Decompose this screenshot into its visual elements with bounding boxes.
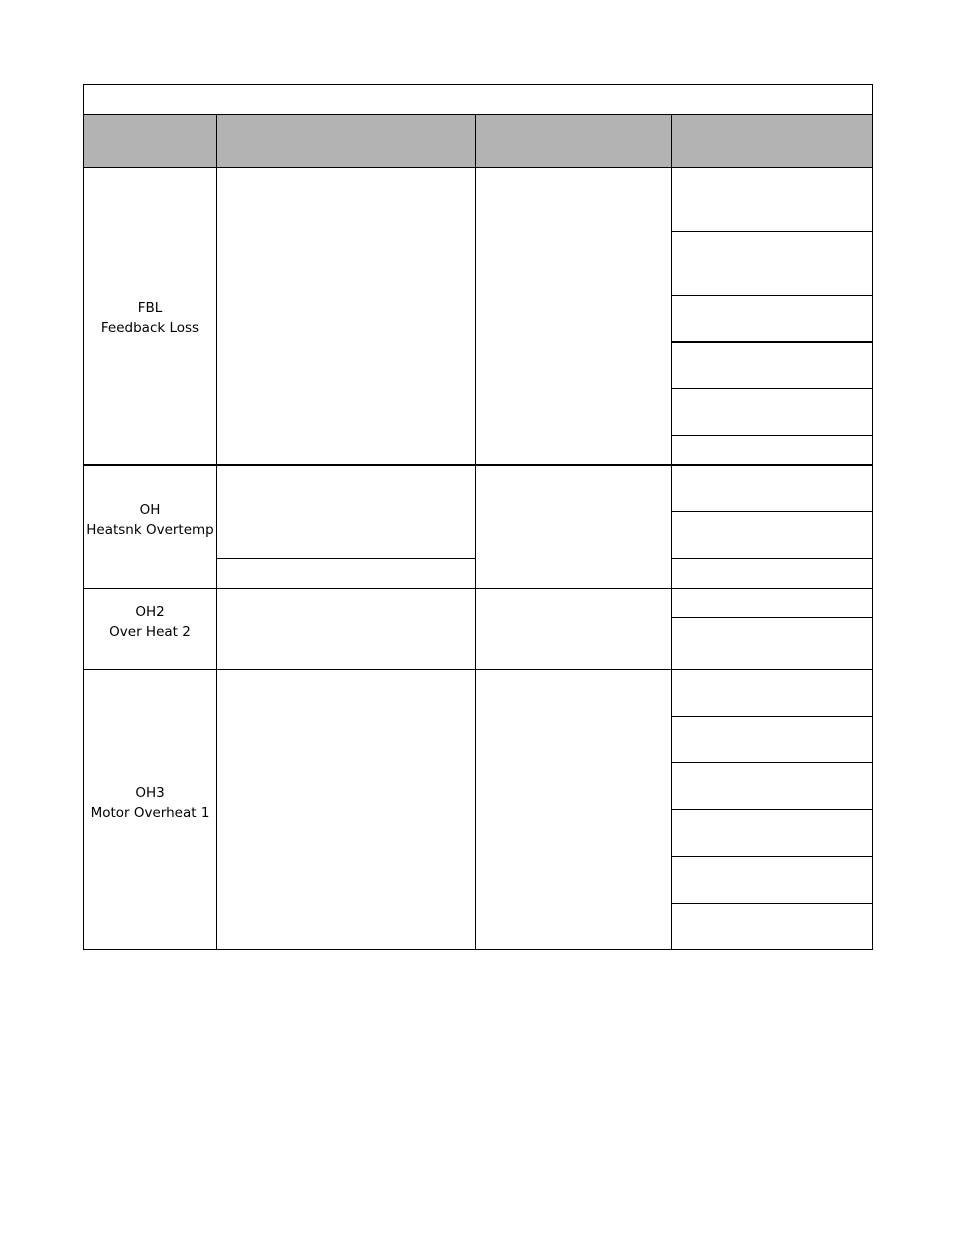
oh3-subrow-line (671, 762, 873, 763)
fbl-subrow-line (671, 388, 873, 389)
fault-cell-oh3 (84, 783, 216, 823)
fbl-subrow-line (671, 231, 873, 232)
fault-name: Feedback Loss (100, 320, 200, 336)
fault-cell-fbl (84, 298, 216, 338)
fbl-subrow-line (671, 341, 873, 343)
fault-code: OH3 (135, 785, 165, 801)
oh3-subrow-line (671, 856, 873, 857)
fault-name: Heatsnk Overtemp (86, 522, 214, 538)
oh-subrow-line-col2 (216, 558, 475, 559)
row-separator-oh2-oh3 (83, 669, 873, 670)
header-cell-3 (475, 114, 672, 168)
row-separator-oh-oh2 (83, 588, 873, 589)
fault-code: OH (139, 502, 161, 518)
oh2-subrow-line (671, 617, 873, 618)
oh-subrow-line (671, 558, 873, 559)
oh-subrow-line (671, 511, 873, 512)
fault-code: OH2 (135, 604, 165, 620)
column-divider-2 (475, 167, 476, 950)
oh3-subrow-line (671, 903, 873, 904)
header-cell-1 (83, 114, 217, 168)
fault-name: Motor Overheat 1 (90, 805, 210, 821)
header-cell-4 (671, 114, 873, 168)
header-cell-2 (216, 114, 476, 168)
fault-cell-oh2 (84, 602, 216, 642)
fault-name: Over Heat 2 (109, 624, 191, 640)
fbl-subrow-line (671, 295, 873, 296)
fbl-subrow-line (671, 435, 873, 436)
oh3-subrow-line (671, 809, 873, 810)
fault-cell-oh (84, 500, 216, 540)
row-separator-fbl-oh (83, 464, 873, 466)
fault-code: FBL (137, 300, 163, 316)
oh3-subrow-line (671, 716, 873, 717)
